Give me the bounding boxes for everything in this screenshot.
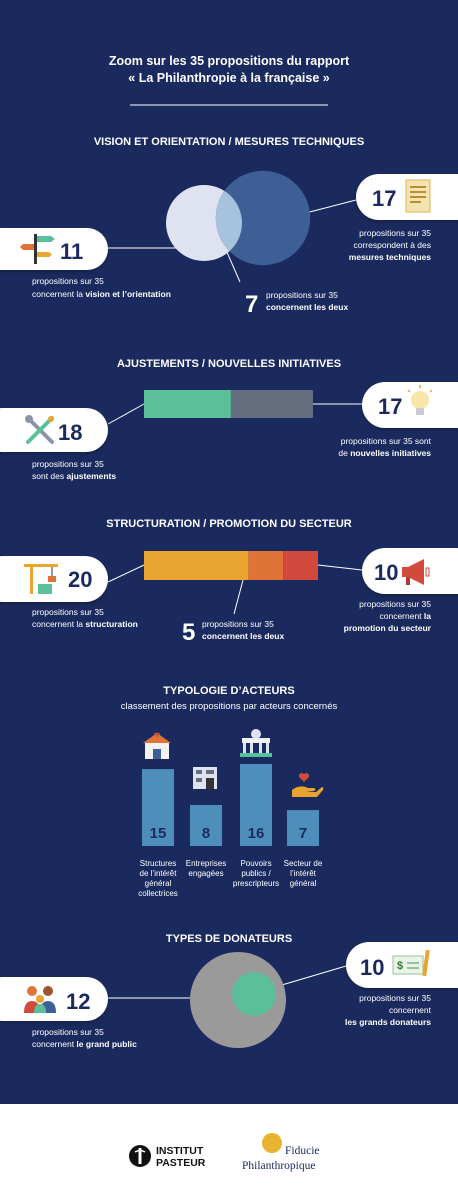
category-label-3-1: l’intérêt [290,869,316,878]
category-label-1-0: Entreprises [185,859,227,868]
badge-vision [0,228,108,270]
fiducie-line2: Philanthropique [242,1160,316,1172]
category-label-0-1: de l’intérêt [139,869,177,878]
footer-background [0,1104,458,1200]
category-label-2-0: Pouvoirs [240,859,272,868]
category-label-2-1: publics / [241,869,271,878]
bar-value-3: 7 [298,825,308,842]
section-subtitle-typologie: classement des propositions par acteurs concernés [120,701,338,712]
category-label-0-0: Structures [139,859,177,868]
svg-text:$: $ [397,960,404,972]
title-line-1: Zoom sur les 35 propositions du rapport [108,54,350,68]
section-title-donateurs: TYPES DE DONATEURS [165,933,293,945]
text-donateurs-line3: les grands donateurs [345,1017,431,1027]
category-label-1-1: engagées [188,869,224,878]
value-vision-both: 7 [245,291,259,318]
institut-pasteur-logo [129,1145,206,1169]
text-nouvelles-line1: propositions sur 35 sont [340,436,431,446]
text-vision-both-line1: propositions sur 35 [266,290,338,300]
text-mesures-line2: correspondent à des [353,240,431,250]
text-nouvelles-line2: de nouvelles initiatives [338,448,431,458]
fiducie-line1: Fiducie [285,1145,320,1157]
bar-ajustements [144,390,231,418]
bar-nouvelles-initiatives [231,390,313,418]
text-donateurs-line1: propositions sur 35 [359,993,431,1003]
value-grand-public: 12 [66,989,91,1014]
text-mesures-line1: propositions sur 35 [359,228,431,238]
text-struct-both-line1: propositions sur 35 [202,619,274,629]
text-ajust-line2: sont des ajustements [32,471,117,481]
section-title-typologie: TYPOLOGIE D’ACTEURS [163,685,295,697]
text-struct-line2: concernent la structuration [32,619,138,629]
bar-value-0: 15 [149,825,167,842]
text-struct-both-line2: concernent les deux [202,631,285,641]
value-ajustements: 18 [58,420,83,445]
institut-pasteur-line2: PASTEUR [156,1157,206,1169]
text-public-line2: concernent le grand public [32,1039,137,1049]
badge-grand-public [0,977,108,1021]
value-nouvelles-initiatives: 17 [378,394,403,419]
value-mesures: 17 [372,186,397,211]
fiducie-emblem [262,1133,282,1153]
text-promotion-line3: promotion du secteur [343,623,431,633]
category-label-3-0: Secteur de [283,859,323,868]
text-public-line1: propositions sur 35 [32,1027,104,1037]
text-promotion-line1: propositions sur 35 [359,599,431,609]
bar-promotion [283,551,318,580]
badge-ajustements [0,408,108,452]
text-struct-line1: propositions sur 35 [32,607,104,617]
section-title-ajustements: AJUSTEMENTS / NOUVELLES INITIATIVES [116,358,342,370]
circle-grands-donateurs [232,972,276,1016]
section-title-structuration: STRUCTURATION / PROMOTION DU SECTEUR [106,518,352,530]
text-ajust-line1: propositions sur 35 [32,459,104,469]
title-line-2: « La Philanthropie à la française » [128,71,330,85]
text-vision-line1: propositions sur 35 [32,276,104,286]
text-donateurs-line2: concernent [388,1005,431,1015]
value-promotion: 10 [374,560,399,585]
value-structuration: 20 [68,567,93,592]
category-label-0-2: général [144,879,172,888]
value-struct-both: 5 [182,619,196,646]
bar-structuration [144,551,248,580]
text-vision-line2: concernent la vision et l’orientation [32,289,171,299]
text-vision-both-line2: concernent les deux [266,302,349,312]
category-label-2-2: prescripteurs [232,879,280,888]
bar-value-2: 16 [247,825,265,842]
text-mesures-line3: mesures techniques [348,252,431,262]
value-vision: 11 [60,239,84,264]
category-label-0-3: collectrices [138,889,178,898]
document-icon [406,180,430,212]
bar-overlap-deux [248,551,283,580]
value-grands-donateurs: 10 [360,955,385,980]
office-building-icon [193,767,217,789]
badge-nouvelles-initiatives [362,382,458,428]
section-title-vision: VISION ET ORIENTATION / MESURES TECHNIQUES [93,136,365,148]
bar-value-1: 8 [201,825,211,842]
institut-pasteur-line1: INSTITUT [156,1145,204,1157]
text-promotion-line2: concernent la [379,611,431,621]
category-label-3-2: général [289,879,317,888]
